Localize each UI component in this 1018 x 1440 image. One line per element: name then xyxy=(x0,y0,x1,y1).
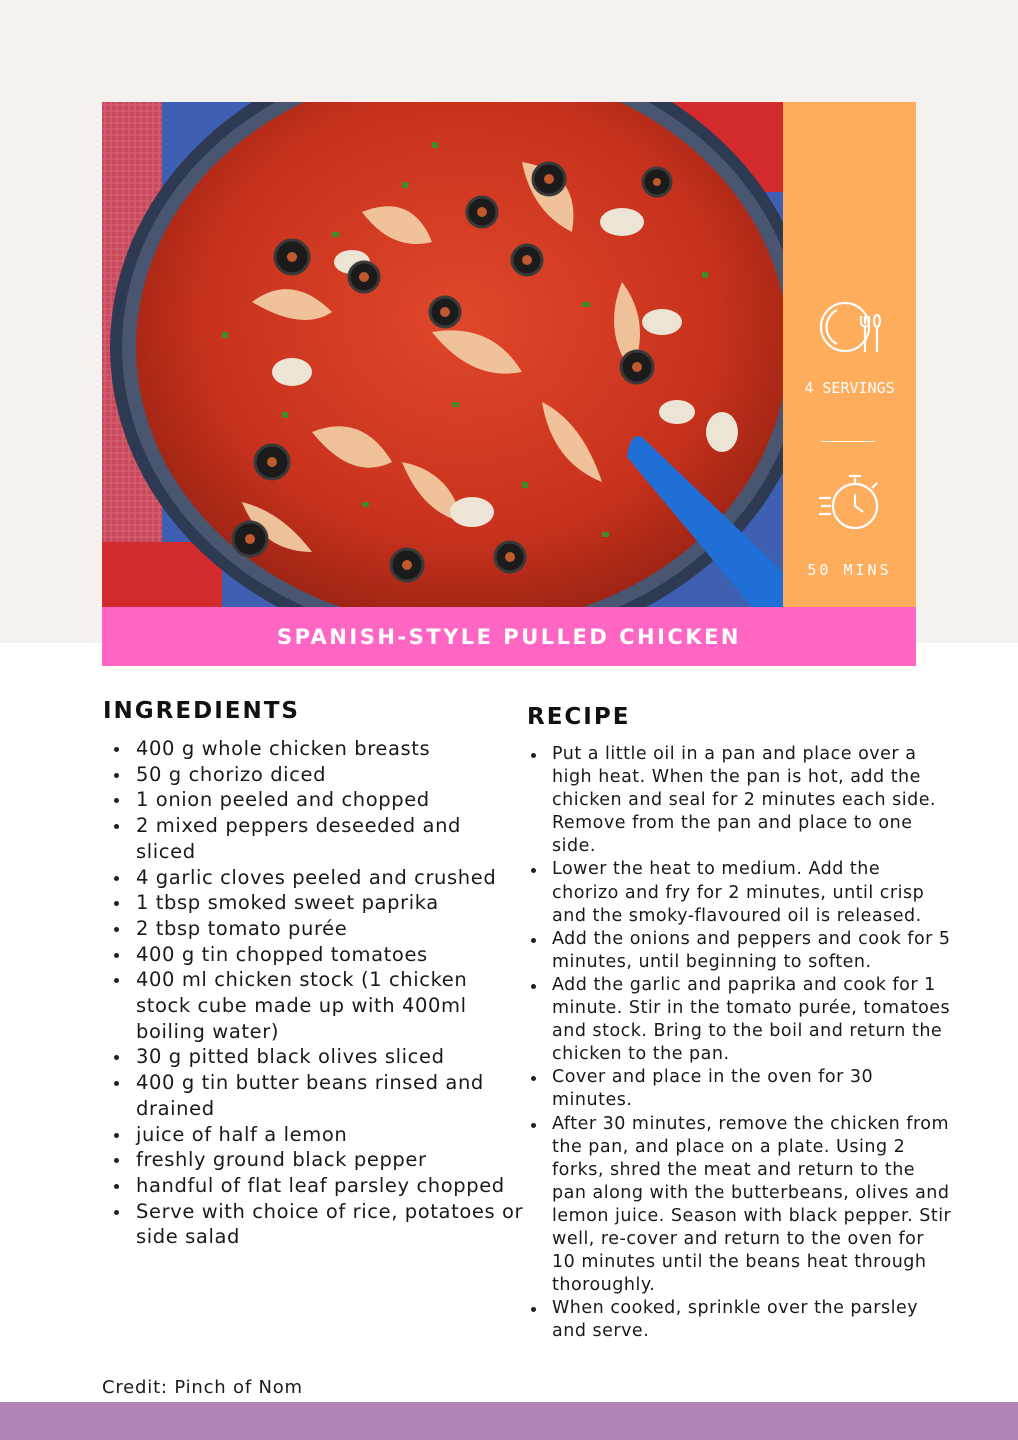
recipe-info-sidebar xyxy=(783,102,916,607)
ingredient-item: 400 ml chicken stock (1 chicken stock cube made up with 400ml boiling water) xyxy=(113,967,525,1044)
ingredient-item: 400 g tin chopped tomatoes xyxy=(113,942,525,968)
recipe-step: Put a little oil in a pan and place over a high heat. When the pan is hot, add the chicken and seal for 2 minutes each side. Remove from the pan and place to one side. xyxy=(530,743,952,858)
ingredient-item: handful of flat leaf parsley chopped xyxy=(113,1173,525,1199)
footer-bar xyxy=(0,1402,1018,1440)
recipe-steps-list xyxy=(530,743,952,1343)
recipe-step: Add the garlic and paprika and cook for 1 minute. Stir in the tomato purée, tomatoes and stock. Bring to the boil and return the chicken to the pan. xyxy=(530,974,952,1066)
recipe-title: SPANISH-STYLE PULLED CHICKEN xyxy=(276,624,742,649)
recipe-step: When cooked, sprinkle over the parsley and serve. xyxy=(530,1297,952,1343)
ingredient-item: 400 g whole chicken breasts xyxy=(113,736,525,762)
ingredient-item: 50 g chorizo diced xyxy=(113,762,525,788)
stopwatch-icon xyxy=(817,468,883,534)
recipe-step: Lower the heat to medium. Add the chorizo and fry for 2 minutes, until crisp and the smoky-flavoured oil is released. xyxy=(530,858,952,927)
ingredient-item: 4 garlic cloves peeled and crushed xyxy=(113,865,525,891)
ingredient-item: 2 tbsp tomato purée xyxy=(113,916,525,942)
ingredient-item: 30 g pitted black olives sliced xyxy=(113,1044,525,1070)
ingredient-item: Serve with choice of rice, potatoes or side salad xyxy=(113,1199,525,1250)
ingredients-heading: INGREDIENTS xyxy=(103,698,300,724)
ingredient-item: 1 tbsp smoked sweet paprika xyxy=(113,890,525,916)
recipe-step: Add the onions and peppers and cook for 5 minutes, until beginning to soften. xyxy=(530,928,952,974)
plate-cutlery-icon xyxy=(817,294,883,360)
credit-text: Credit: Pinch of Nom xyxy=(102,1377,303,1398)
ingredient-item: juice of half a lemon xyxy=(113,1122,525,1148)
recipe-title-bar xyxy=(102,607,916,666)
ingredient-item: 1 onion peeled and chopped xyxy=(113,787,525,813)
sidebar-divider xyxy=(821,441,875,442)
recipe-step: After 30 minutes, remove the chicken from the pan, and place on a plate. Using 2 forks, shred the meat and return to the pan along with the butterbeans, olives and lemon juice. Season with black pepper. Stir well, re-cover and return to the oven for 10 minutes until the beans heat through thoroughly. xyxy=(530,1113,952,1298)
ingredient-item: 2 mixed peppers deseeded and sliced xyxy=(113,813,525,864)
ingredient-item: freshly ground black pepper xyxy=(113,1147,525,1173)
recipe-heading: RECIPE xyxy=(527,704,631,730)
servings-label: 4 SERVINGS xyxy=(804,379,895,397)
dish-photo xyxy=(102,102,783,607)
recipe-step: Cover and place in the oven for 30 minutes. xyxy=(530,1066,952,1112)
ingredients-list xyxy=(113,736,525,1250)
ingredient-item: 400 g tin butter beans rinsed and drained xyxy=(113,1070,525,1121)
cook-time-label: 50 MINS xyxy=(807,561,892,579)
